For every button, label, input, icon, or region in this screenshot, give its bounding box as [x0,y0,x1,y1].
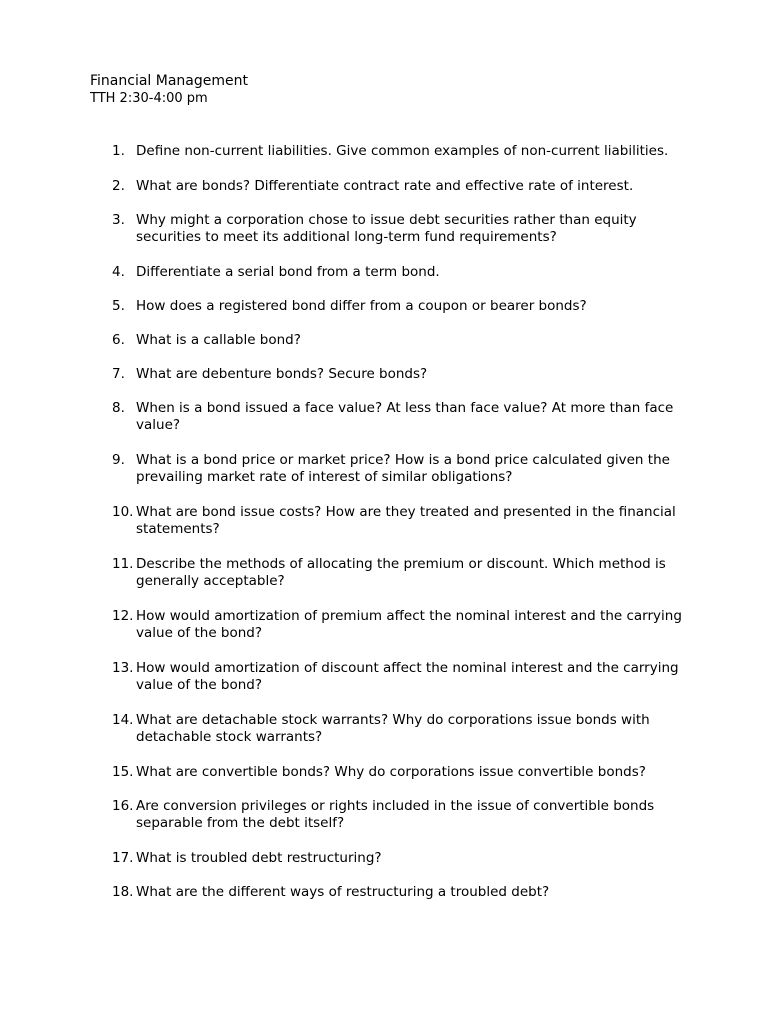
question-text: How would amortization of discount affect the nominal interest and the carrying value of the bond? [136,660,679,693]
question-text: What are bond issue costs? How are they treated and presented in the financial statements? [136,504,676,537]
question-item [112,556,682,590]
question-item [112,366,682,383]
question-text: Describe the methods of allocating the premium or discount. Which method is generally acceptable? [136,556,666,589]
question-item [112,504,682,538]
question-item [112,143,682,160]
question-number: 7. [112,366,125,382]
question-number: 4. [112,264,125,280]
question-text: Differentiate a serial bond from a term bond. [136,264,440,280]
question-number: 13. [112,660,134,676]
question-item [112,608,682,642]
document-header [90,72,690,108]
question-text: Define non-current liabilities. Give common examples of non-current liabilities. [136,143,669,159]
question-number: 15. [112,764,134,780]
question-text: When is a bond issued a face value? At less than face value? At more than face value? [136,400,674,433]
question-number: 14. [112,712,134,728]
document-title: Financial Management [90,73,248,89]
question-text: What are detachable stock warrants? Why do corporations issue bonds with detachable stock warrants? [136,712,650,745]
question-item [112,884,682,901]
question-item [112,400,682,434]
question-item [112,798,682,832]
question-number: 8. [112,400,125,416]
question-text: What are bonds? Differentiate contract rate and effective rate of interest. [136,178,634,194]
question-number: 1. [112,143,125,159]
question-number: 9. [112,452,125,468]
question-text: What are convertible bonds? Why do corporations issue convertible bonds? [136,764,646,780]
question-text: What are debenture bonds? Secure bonds? [136,366,428,382]
question-text: What are the different ways of restructuring a troubled debt? [136,884,550,900]
question-number: 3. [112,212,125,228]
question-text: What is a callable bond? [136,332,301,348]
question-text: Why might a corporation chose to issue debt securities rather than equity securities to meet its additional long-term fund requirements? [136,212,637,245]
question-item [112,764,682,781]
question-item [112,264,682,281]
question-item [112,850,682,867]
question-item [112,298,682,315]
question-number: 16. [112,798,134,814]
question-number: 17. [112,850,134,866]
question-number: 2. [112,178,125,194]
question-item [112,452,682,486]
class-schedule: TTH 2:30-4:00 pm [90,91,208,106]
question-item [112,178,682,195]
question-text: How does a registered bond differ from a coupon or bearer bonds? [136,298,587,314]
question-number: 5. [112,298,125,314]
question-item [112,212,682,246]
question-item [112,712,682,746]
question-item [112,332,682,349]
question-item [112,660,682,694]
question-list [112,143,682,919]
question-number: 18. [112,884,134,900]
question-number: 12. [112,608,134,624]
question-number: 11. [112,556,134,572]
question-text: How would amortization of premium affect the nominal interest and the carrying value of the bond? [136,608,682,641]
question-number: 6. [112,332,125,348]
question-number: 10. [112,504,134,520]
question-text: What is a bond price or market price? How is a bond price calculated given the prevailing market rate of interest of similar obligations? [136,452,670,485]
question-text: What is troubled debt restructuring? [136,850,382,866]
question-text: Are conversion privileges or rights included in the issue of convertible bonds separable from the debt itself? [136,798,655,831]
